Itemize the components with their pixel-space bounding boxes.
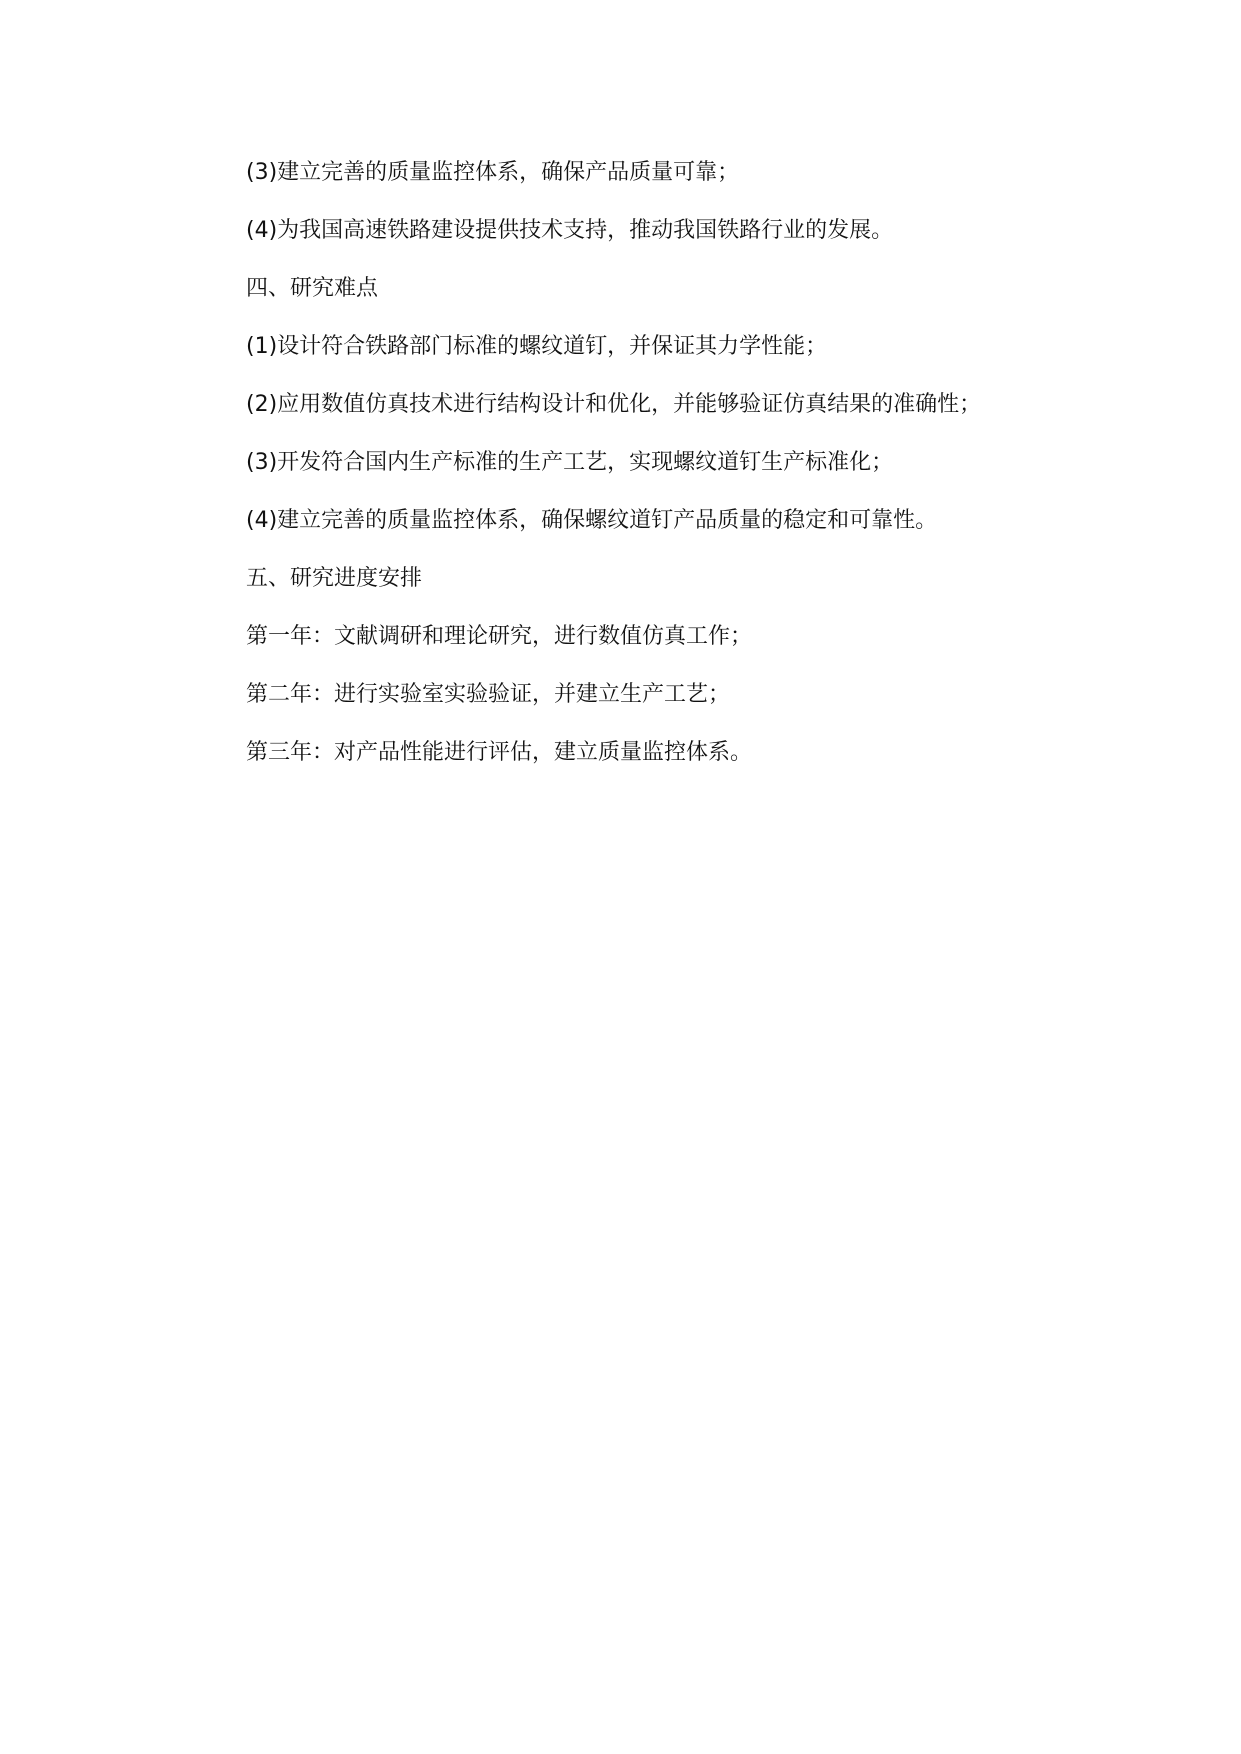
list-item-technical-support: (4)为我国高速铁路建设提供技术支持，推动我国铁路行业的发展。 (246, 218, 894, 243)
schedule-year-3: 第三年：对产品性能进行评估，建立质量监控体系。 (246, 740, 753, 765)
schedule-year-1: 第一年：文献调研和理论研究，进行数值仿真工作； (246, 624, 753, 649)
section-heading-research-difficulties: 四、研究难点 (246, 276, 379, 301)
difficulty-item-3: (3)开发符合国内生产标准的生产工艺，实现螺纹道钉生产标准化； (246, 450, 894, 475)
difficulty-item-2: (2)应用数值仿真技术进行结构设计和优化，并能够验证仿真结果的准确性； (246, 392, 982, 417)
difficulty-item-4: (4)建立完善的质量监控体系，确保螺纹道钉产品质量的稳定和可靠性。 (246, 508, 938, 533)
list-item-quality-system: (3)建立完善的质量监控体系，确保产品质量可靠； (246, 160, 740, 185)
document-body (246, 152, 1146, 790)
section-heading-schedule: 五、研究进度安排 (246, 566, 423, 591)
schedule-year-2: 第二年：进行实验室实验验证，并建立生产工艺； (246, 682, 731, 707)
difficulty-item-1: (1)设计符合铁路部门标准的螺纹道钉，并保证其力学性能； (246, 334, 828, 359)
